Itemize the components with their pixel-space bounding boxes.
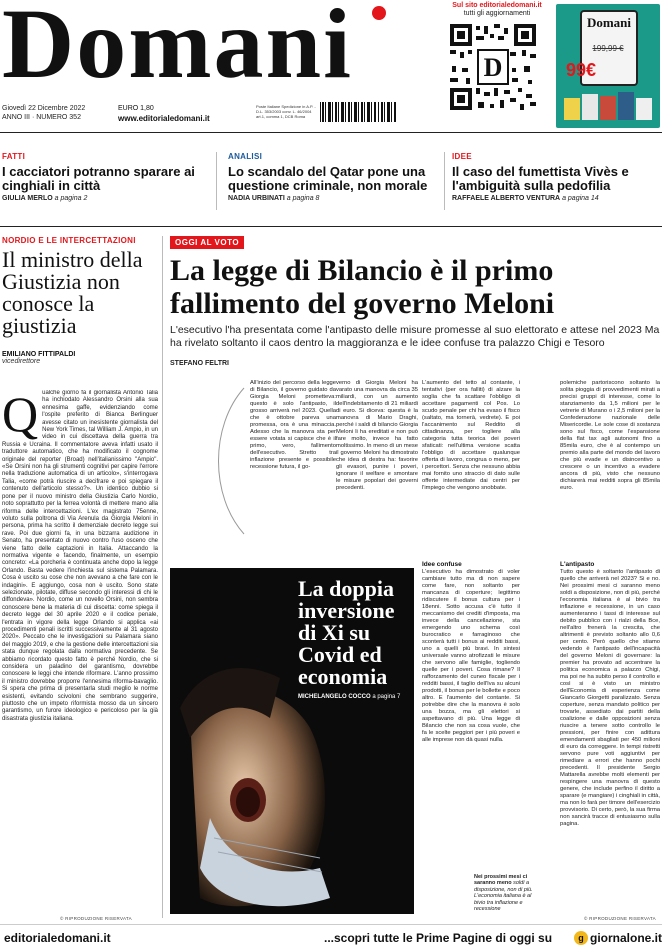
teaser-author: NADIA URBINATI [228,195,285,202]
teasers-rule [0,226,662,227]
editorial-body [2,390,158,910]
qr-caption [448,2,546,18]
main-kicker: OGGI AL VOTO [170,236,244,249]
subscription-promo[interactable] [556,4,660,128]
teaser-title[interactable]: Lo scandalo del Qatar pone una questione criminale, non morale [228,164,428,193]
teaser-page: a pagina 14 [562,195,599,202]
qr-code-block[interactable] [448,2,546,126]
qr-caption-site: Sul sito editorialedomani.it [452,2,542,9]
qr-code-icon[interactable] [448,22,538,112]
feature-photo[interactable] [170,568,414,914]
newspaper-logo[interactable]: Domani [2,0,353,99]
editorial-text: ualche giorno fa il giornalista Antonio Talia ha inchiodato Alessandro Orsini alla sua ennesima gaffe, evidenziando come l'ospite preferito di Bianca Berlinguer avesse citato un inesistente giornalista del New York Times, tal William J. Ampio, in un video in cui discettava della guerra tra Russia e Ucraina. Il commentatore aveva infatti usato il traduttore automatico, che ha modificato il cognome originale del reporter (Broad) nell'italianissimo "Ampio". «Se Orsini non ha gli strumenti cognitivi per capire l'errore nella traduzione automatica di un articolo», s'interrogava Talia, «come potrà riuscire a decifrare e poi spiegare il contenuto dell'articolo stesso?». Un identico dubbio si pone per il nuovo ministro della Giustizia Carlo Nordio, noto soprattutto per la ferrea volontà di mettere mano alla riforma delle intercettazioni. L'ex magistrato 75enne, voluto sulla poltrona di Via Arenula da Giorgia Meloni in persona, prima ha scritto il demenziale decreto legge sui rave. Poi due giorni fa, in una bizzarra audizione in Senato, ha presentato di nuovo contro l'uso osceno che viene fatto delle captazioni in Italia. Attaccando la normativa vigente e facendo, finalmente, un esempio concreto: «La porcheria è continuata anche dopo la legge Orlando. Basta vedere l'inchiesta sul sistema Palamara. Cosa è uscito su cose che non avevano a che fare con le indagini». E aggiungo, cosa non è uscito. Sono state selezionate, pilotate, diffuse secondo gli interessi di chi le diffondeva». Nordio, come un novello Orsini, non sembra conoscere bene la materia di cui discetta: come spiega il decreto legge del 30 aprile 2020 e il codice penale, l'entrata in vigore della legge Orlando si applica «ai procedimenti penali iscritti successivamente al 31 agosto 2020». Peccato che le investigazioni su Palamara siano del maggio 2019, e che la gestione delle intercettazioni sia stata dunque regolata dalla normativa precedente. Se abbiamo ricordato questo fatto è perché Nordio, che si considera un paladino del garantismo, dovrebbe conoscere le leggi che intende riformare. L'anno prossimo il ministro dovrebbe proporre l'ennesima riforma-bavaglio. Si spera che prima di presentarla studi meglio le norme esistenti, evitando scivoloni che sembrano suggerire, piuttosto che un impeto riformista mosso da un sincero garantismo, un furore ideologico e pericoloso per la già disastrata giustizia italiana. [2,390,158,722]
main-body-col4: polemiche partoriscono soltanto la solita pioggia di provvedimenti mirati a precisi gruppi di interesse, come lo stanziamento da 1,5 milioni per le vetrerie di Murano o i 2,5 milioni per la Confederazione nazionale delle Misericordie. Le sole cose di sostanza sono sul fisco, come l'espansione della flat tax agli autonomi fino a 85mila euro, che è al contempo un premio alla parte del mondo del lavoro che più evade e un disincentivo a crescere o un incentivo a evadere ancora di più, visto che nessuno dichiarerà mai redditi sopra gli 85mila euro. [560,380,660,491]
caption-text: soldi a disposizione, non di più. L'economia italiana è al bivio tra inflazione e recessione [474,880,533,913]
main-body-col4b [560,558,660,910]
svg-text:D: D [483,53,503,82]
giornalone-logo-icon: g [574,931,588,945]
editorial-dropcap: Q [2,390,39,442]
subhead-idee-confuse: Idee confuse [422,561,462,568]
teaser-page: a pagina 8 [286,195,320,202]
main-body-col1: All'inizio del percorso della legge di Bilancio, il governo guidato da Giorgia Meloni prometteva: questo è solo l'antipasto, il grosso arriverà nel 2023. Quella che è ottobre pareva una promessa, ora è una minaccia. Adesso che la manovra sta per essere votata si capisce che è il primo, vero, fallimento dell'esecutivo. Stretto tra inflazione presente e possibile recessione futura, il go- [250,380,336,470]
teaser-tag: ANALISI [228,152,263,161]
teaser-author: RAFFAELE ALBERTO VENTURA [452,195,561,202]
issue-number: ANNO III · NUMERO 352 [2,114,81,121]
main-body-col3: L'aumento del tetto al contante, i tentativi (per ora falliti) di alzare la soglia che fa scattare l'obbligo di accettare pagamenti col Pos. Lo scudo penale per chi ha evaso il fisco (saltato, ma tornerà, vedrete). E poi l'accanimento sul Reddito di cittadinanza, per togliere alla categoria tutta teorica dei poveri sfaticati: nell'ultima versione scatta l'obbligo di accettare qualunque offerta di lavoro, congrua o meno, per i percettori. Senza che nessuno abbia mai fornito uno straccio di dato sulle offerte intermediate dai centri per l'impiego che vengono snobbate. [422,380,520,491]
promo-old-price: 199,99 € [592,44,624,53]
issue-price: EURO 1,80 [118,105,154,112]
editorial-tag: NORDIO E LE INTERCETTAZIONI [2,236,136,245]
teaser-title[interactable]: Il caso del fumettista Vivès e l'ambiguità sulla pedofilia [452,164,629,193]
logo-dot-icon [372,6,386,20]
caption-bold: Nei prossimi mesi ci saranno meno [474,874,528,887]
decorative-curve-icon [200,386,250,536]
issue-date: Giovedì 22 Dicembre 2022 [2,105,86,112]
footer-brand-link[interactable]: giornalone.it [590,931,662,945]
teaser-byline [2,195,206,202]
books-icon [562,88,654,122]
teaser-divider [444,152,445,210]
main-headline[interactable]: La legge di Bilancio è il primo fallimento del governo Meloni [170,254,555,320]
editorial-title[interactable]: Il ministro della Giustizia non conosce la giustizia [2,247,143,338]
photo-page: a pagina 7 [372,694,401,700]
main-copyright: © RIPRODUZIONE RISERVATA [584,916,656,921]
main-standfirst: L'esecutivo l'ha presentata come l'antipasto delle misure promesse al suo elettorato e attese nel 2023 Ma ha rivelato soltanto il caos dentro la maggioranza e le idee confuse tra palazzo Chigi e Tesoro [170,324,660,349]
photo-headline[interactable]: La doppia inversione di Xi su Covid ed economia [298,576,395,689]
teaser-analisi[interactable] [228,152,438,202]
main-body-col3b [422,558,520,868]
footer-promo-text: ...scopri tutte le Prime Pagine di oggi su [324,931,553,945]
editorial-author: EMILIANO FITTIPALDI [2,351,76,358]
editorial-copyright: © RIPRODUZIONE RISERVATA [60,916,132,921]
website-link[interactable]: www.editorialedomani.it [118,114,210,123]
barcode-icon [318,100,398,128]
qr-caption-text: tutti gli aggiornamenti [463,10,531,17]
promo-name: Domani [586,15,632,30]
teaser-tag: FATTI [2,152,26,161]
teaser-title[interactable]: I cacciatori potranno sparare ai cinghiali in città [2,164,195,193]
footer-site-link[interactable]: editorialedomani.it [4,931,111,945]
editorial-column [2,236,156,365]
photo-author: MICHELANGELO COCCO [298,694,371,700]
main-byline: STEFANO FELTRI [170,360,229,367]
subhead-antipasto: L'antipasto [560,561,595,568]
editorial-role: vicedirettore [2,358,41,365]
teaser-idee[interactable] [452,152,658,202]
main-body-col4b-text: Tutto questo è soltanto l'antipasto di quello che arriverà nel 2023? Si e no. Nei prossimi mesi ci saranno meno soldi a disposizione, non di più, perché l'economia italiana è al bivio tra inflazione e recessione, in un caso aumenteranno i tassi di interesse sul debito pubblico con i rialzi della Bce, nell'altro frenerà la crescita, che altrimenti è previsto soltanto allo 0,6 per cento. Però quello che stiamo vedendo è l'antipasto dell'incapacità del governo Meloni di governare: la premier ha provato ad accentrare la politica economica a palazzo Chigi, ma poi ne ha subito perso il controllo e così si è visto un ministro dell'Economia di esperienza come Giancarlo Giorgetti paralizzato. Senza coperture, senza mandato politico per trovarle, assediato dai partiti della coalizione e dalle opposizioni senza riuscire a tenere sotto controllo le pressioni, per finire con adittura emendamenti sbagliati per 450 milioni di euro da correggere. In tempi ristretti servono pure voti aggiuntivi per rimediare a errori che hanno pochi precedenti. Il presidente Sergio Mattarella avrebbe molti elementi per respingere una manovra di questo genere, che include perfino il diritto a sparare (e mangiare) i cinghiali in città, ma non lo farà per timore dell'esercizio provvisorio. Di certo, però, la sua firma non sancirà tracce di entusiasmo sulla pagina. [560,569,660,827]
teaser-author: GIULIA MERLO [2,195,53,202]
photo-caption [474,874,534,912]
teaser-divider [216,152,217,210]
teaser-byline [228,195,438,202]
issue-info [2,104,85,122]
photo-byline [298,694,414,700]
teaser-fatti[interactable] [2,152,206,202]
postal-notice: Poste Italiane Spedizione in A.P. - D.L. 353/2003 conv. L. 46/2004 art.1, comma 1, DCB Roma [256,104,316,119]
teaser-byline [452,195,658,202]
masthead-rule [0,132,662,133]
promo-new-price: 99€ [566,60,597,80]
footer-bar [0,924,662,951]
teaser-page: a pagina 2 [54,195,88,202]
main-body-col3b-text: L'esecutivo ha dimostrato di voler cambiare tutto ma di non sapere come fare, non soltanto per mancanza di coperture; legittimo ridiscutere il bonus cultura per i 18enni. Sotto accusa c'è tutto il meccanismo dei crediti d'imposta, ma invece della cancellazione, sta emergendo uno schema così burocratico e farraginoso che sconterà tutti i bonus ai redditi bassi, uno a quelli più bravi. In sintesi universale vanno atrofizzati le misure che servono alle famiglie, togliendo quelle per i poveri. Cosa rimane? Il rafforzamento del cuneo fiscale per i redditi bassi, il taglio dell'Iva su alcuni prodotti, il bonus per le bollette e poco altro. E l'aumento del contante. Si potrebbe dire che la manovra è solo una bozza, ma gli elettori si aspettavano di più. Una legge di Bilancio che non sa cosa vuole, che fa le scelte peggiori per i più poveri e alle imprese non dà quasi nulla. [422,569,520,743]
teaser-tag: IDEE [452,152,472,161]
main-body-col2: verno di Giorgia Meloni ha varato una manovra da circa 35 miliardi, con un aumento dell'indebitamento di 21 miliardi di euro. Si diceva: questa è la manovra di Mario Draghi, perché i saldi di bilancio Giorgia Meloni li ha ereditati e non può fare molto, invece ha fatto moltissimo. In meno di un mese il governo Meloni ha dimostrato che idea di destra ha: favorire gli evasori, punire i poveri, ignorare il welfare e smontare le misure popolari dei governi precedenti. [336,380,418,491]
masthead [0,0,662,132]
column-divider [162,236,163,918]
